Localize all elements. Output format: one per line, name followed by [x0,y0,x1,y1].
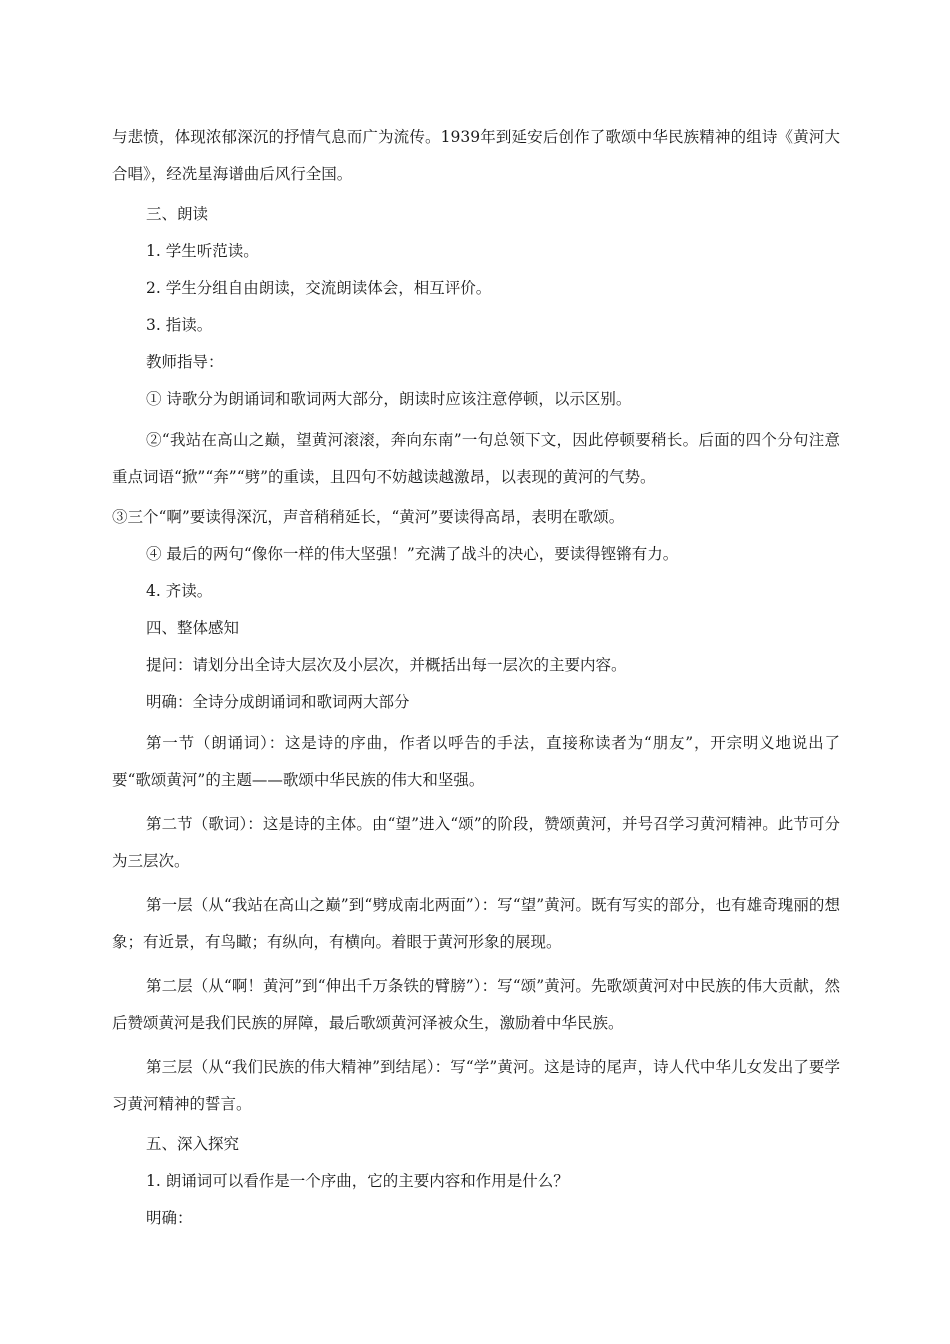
heading-overall-perception: 四、整体感知 [146,619,240,637]
question-prelude: 1. 朗诵词可以看作是一个序曲，它的主要内容和作用是什么？ [146,1172,569,1190]
guidance-item-1: ① 诗歌分为朗诵词和歌词两大部分，朗读时应该注意停顿，以示区别。 [146,390,632,408]
section-one-recitation: 第一节（朗诵词）：这是诗的序曲，作者以呼告的手法，直接称读者为“朋友”，开宗明义地说出了要“歌颂黄河”的主题——歌颂中华民族的伟大和坚强。 [112,734,840,789]
guidance-item-2: ②“我站在高山之巅，望黄河滚滚，奔向东南”一句总领下文，因此停顿要稍长。后面的四个分句注意重点词语“掀”“奔”“劈”的重读，且四句不妨越读越激昂，以表现的黄河的气势。 [112,431,840,486]
guidance-item-3: ③三个“啊”要读得深沉，声音稍稍延长，“黄河”要读得高昂，表明在歌颂。 [112,508,625,526]
paragraph-poet-intro: 与悲愤，体现浓郁深沉的抒情气息而广为流传。1939年到延安后创作了歌颂中华民族精神的组诗《黄河大合唱》，经冼星海谱曲后风行全国。 [112,128,840,183]
heading-reading: 三、朗读 [146,205,209,223]
answer-label: 明确： [146,1209,193,1227]
guidance-item-4: ④ 最后的两句“像你一样的伟大坚强！”充满了战斗的决心，要读得铿锵有力。 [146,545,679,563]
list-item-read-together: 4. 齐读。 [146,582,213,600]
document-body [112,119,840,1241]
heading-deep-exploration: 五、深入探究 [146,1135,240,1153]
section-two-lyrics: 第二节（歌词）：这是诗的主体。由“望”进入“颂”的阶段，赞颂黄河，并号召学习黄河精神。此节可分为三层次。 [112,815,840,870]
list-item-listen: 1. 学生听范读。 [146,242,259,260]
list-item-assigned-read: 3. 指读。 [146,316,213,334]
layer-three: 第三层（从“我们民族的伟大精神”到结尾）：写“学”黄河。这是诗的尾声，诗人代中华儿女发出了要学习黄河精神的誓言。 [112,1058,840,1113]
label-teacher-guidance: 教师指导： [146,353,224,371]
answer-two-parts: 明确：全诗分成朗诵词和歌词两大部分 [146,693,410,711]
question-divide-layers: 提问：请划分出全诗大层次及小层次，并概括出每一层次的主要内容。 [146,656,627,674]
layer-two: 第二层（从“啊！黄河”到“伸出千万条铁的臂膀”）：写“颂”黄河。先歌颂黄河对中民族的伟大贡献，然后赞颂黄河是我们民族的屏障，最后歌颂黄河泽被众生，激励着中华民族。 [112,977,840,1032]
layer-one: 第一层（从“我站在高山之巅”到“劈成南北两面”）：写“望”黄河。既有写实的部分，也有雄奇瑰丽的想象；有近景，有鸟瞰；有纵向，有横向。着眼于黄河形象的展现。 [112,896,840,951]
list-item-group-read: 2. 学生分组自由朗读，交流朗读体会，相互评价。 [146,279,492,297]
